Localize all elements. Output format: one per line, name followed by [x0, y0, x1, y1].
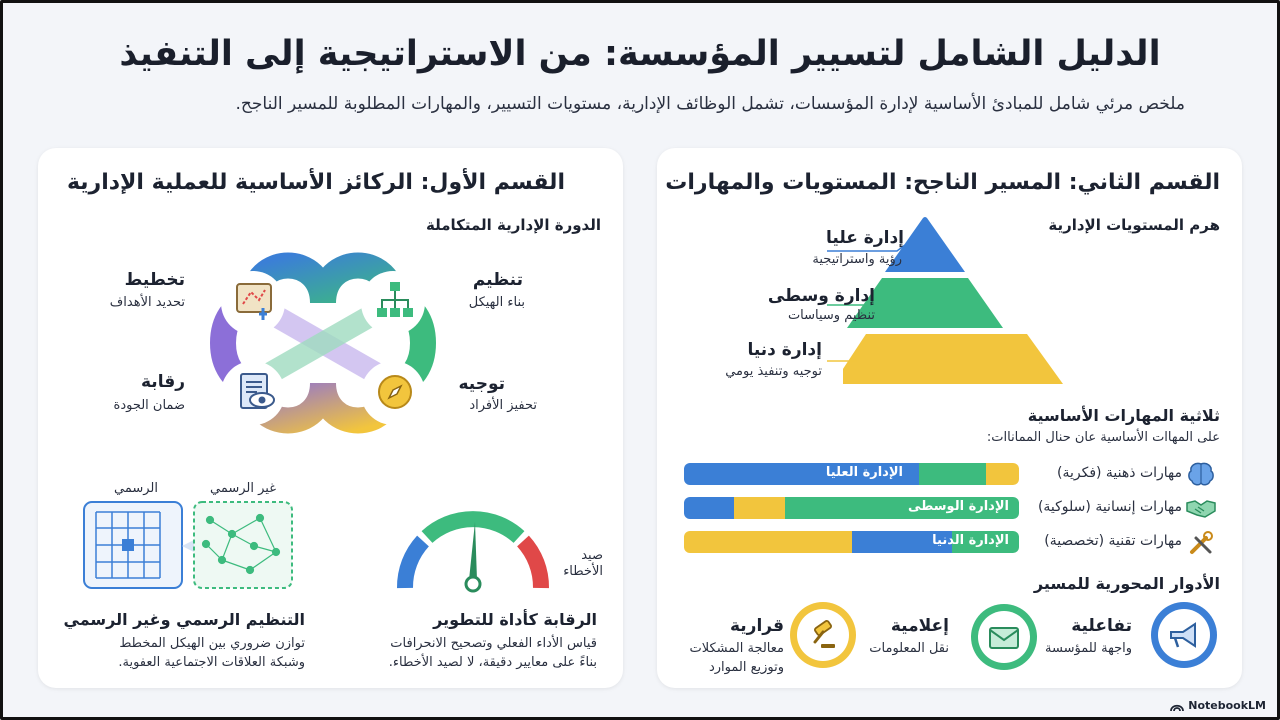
pyramid-bottom-name: إدارة دنيا: [747, 340, 822, 360]
page-title: الدليل الشامل لتسيير المؤسسة: من الاستراتيجية إلى التنفيذ: [119, 34, 1161, 74]
org-desc-line1: توازن ضروري بين الهيكل المخطط: [119, 636, 305, 651]
gauge-label: صيد الأخطاء: [563, 548, 603, 579]
tools-icon: [1188, 530, 1214, 556]
document-eye-icon: [235, 370, 279, 414]
section2-card: [657, 148, 1242, 688]
control-desc-line2: بناءً على معايير دقيقة، لا لصيد الأخطاء.: [388, 655, 597, 670]
role-decisional-desc-line1: معالجة المشكلات: [689, 641, 784, 656]
skill-bar-technical: [684, 531, 1019, 553]
cycle-planning-desc: تحديد الأهداف: [109, 295, 185, 310]
role-decisional-name: قرارية: [729, 616, 784, 636]
role-interpersonal-badge: [1151, 602, 1217, 668]
compass-icon: [375, 372, 415, 412]
handshake-icon: [1185, 495, 1217, 521]
notebooklm-icon: [1170, 700, 1184, 712]
cycle-organizing-desc: بناء الهيكل: [468, 295, 525, 310]
cycle-control-desc: ضمان الجودة: [113, 398, 185, 413]
informal-label: غير الرسمي: [209, 481, 276, 496]
gauge-chart: [393, 508, 553, 593]
role-interpersonal-desc: واجهة للمؤسسة: [1045, 641, 1132, 656]
role-informational-badge: [971, 604, 1037, 670]
role-interpersonal-name: تفاعلية: [1071, 616, 1132, 636]
map-icon: [233, 278, 277, 322]
pyramid-middle-desc: تنظيم وسياسات: [787, 308, 875, 323]
section2-title: القسم الثاني: المسير الناجح: المستويات والمهارات: [665, 170, 1220, 195]
hierarchy-icon: [373, 278, 417, 322]
skill-bar-human-label: الإدارة الوسطى: [907, 499, 1009, 514]
section1-title: القسم الأول: الركائز الأساسية للعملية الإدارية: [66, 170, 565, 195]
pyramid-top-desc: رؤية واستراتيجية: [812, 252, 902, 267]
role-informational-desc: نقل المعلومات: [869, 641, 949, 656]
roles-title: الأدوار المحورية للمسير: [1033, 574, 1220, 593]
page-subtitle: ملخص مرئي شامل للمبادئ الأساسية لإدارة المؤسسات، تشمل الوظائف الإدارية، مستويات التسيير، والمهارات المطلوبة للمسير الناجح.: [235, 94, 1185, 114]
brain-icon: [1187, 461, 1215, 487]
cycle-planning-name: تخطيط: [124, 270, 185, 290]
pyramid-title: هرم المستويات الإدارية: [1048, 216, 1220, 234]
control-desc-line1: قياس الأداء الفعلي وتصحيح الانحرافات: [390, 636, 597, 651]
skill-bar-conceptual: [684, 463, 1019, 485]
gavel-icon: [807, 620, 839, 650]
envelope-icon: [988, 624, 1020, 650]
skill-bar-human: [684, 497, 1019, 519]
cycle-directing-name: توجيه: [458, 374, 505, 394]
skills-title: ثلاثية المهارات الأساسية: [1027, 406, 1220, 425]
formal-informal-diagram: [82, 500, 294, 590]
brand-name: NotebookLM: [1188, 699, 1266, 712]
control-title: الرقابة كأداة للتطوير: [433, 610, 597, 629]
role-decisional-badge: [790, 602, 856, 668]
cycle-control-name: رقابة: [141, 372, 185, 392]
pyramid-bottom-desc: توجيه وتنفيذ يومي: [725, 364, 822, 379]
skill-human-name: مهارات إنسانية (سلوكية): [1037, 499, 1182, 515]
org-desc-line2: وشبكة العلاقات الاجتماعية العفوية.: [118, 655, 305, 670]
management-cycle-diagram: [193, 243, 453, 453]
skill-bar-technical-label: الإدارة الدنيا: [932, 533, 1009, 548]
skills-subtitle: على المهاات الأساسية عان حنال المماناات:: [986, 430, 1220, 445]
formal-label: الرسمي: [114, 481, 158, 496]
notebooklm-logo: [1170, 699, 1266, 712]
cycle-directing-desc: تحفيز الأفراد: [469, 398, 537, 413]
skill-technical-name: مهارات تقنية (تخصصية): [1044, 533, 1182, 549]
skill-bar-conceptual-label: الإدارة العليا: [825, 465, 903, 480]
org-title: التنظيم الرسمي وغير الرسمي: [63, 610, 305, 629]
pyramid-middle-name: إدارة وسطى: [767, 286, 875, 306]
cycle-organizing-name: تنظيم: [472, 270, 523, 290]
cycle-title: الدورة الإدارية المتكاملة: [425, 216, 601, 234]
role-informational-name: إعلامية: [890, 616, 949, 636]
megaphone-icon: [1167, 620, 1201, 650]
role-decisional-desc-line2: وتوزيع الموارد: [708, 660, 784, 675]
section1-card: [38, 148, 623, 688]
skill-conceptual-name: مهارات ذهنية (فكرية): [1057, 465, 1182, 481]
pyramid-top-name: إدارة عليا: [826, 228, 904, 248]
